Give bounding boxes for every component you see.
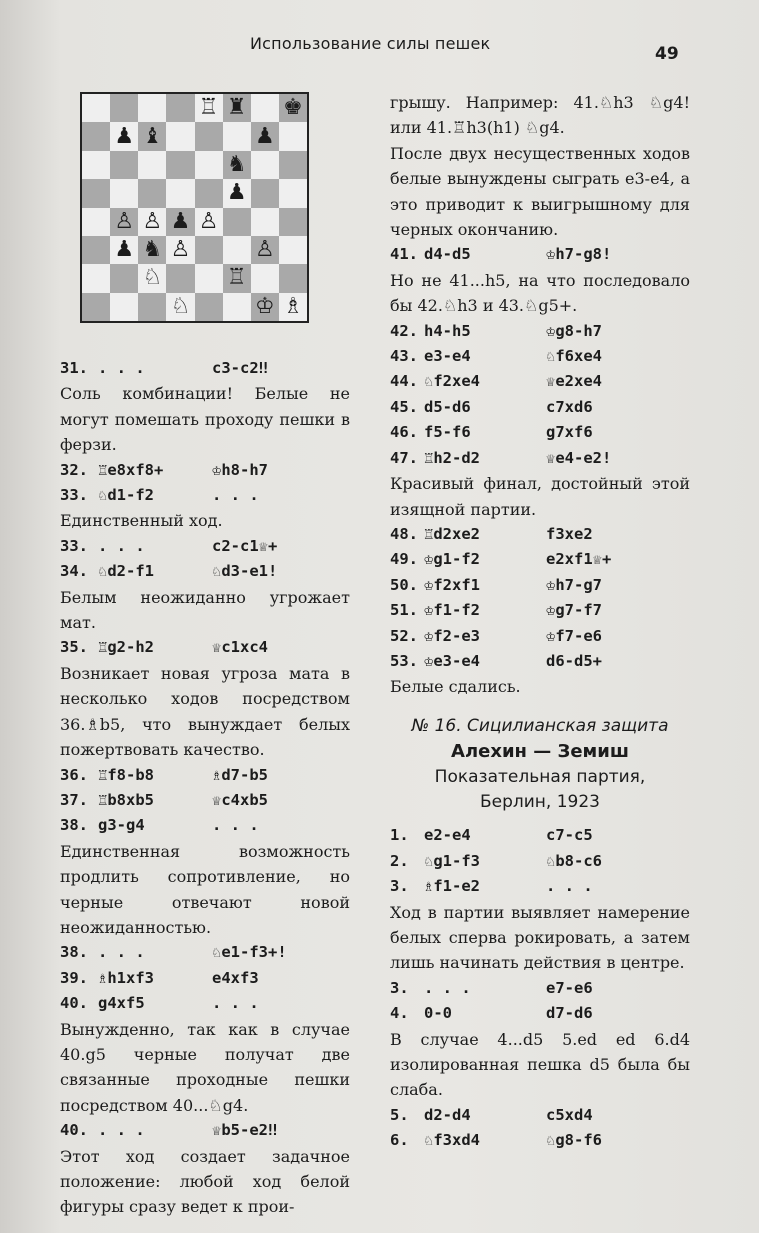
board-square: ♗: [279, 293, 307, 321]
paragraph: Этот ход создает задачное положение: любой ход белой фигуры сразу ведет к прои-: [60, 1146, 350, 1217]
move-line: [390, 319, 690, 344]
move-number: 39.: [60, 968, 88, 987]
move-line: [390, 849, 690, 874]
white-move: ♔f2xf1: [424, 575, 480, 594]
black-move: ♘g8-f6: [546, 1131, 602, 1150]
game-info: Берлин, 1923: [479, 791, 600, 812]
running-head: Использование силы пешек: [250, 34, 491, 53]
move-number: 47.: [390, 448, 418, 467]
board-square: ♞: [223, 151, 251, 179]
black-move: ♕c4xb5: [212, 790, 268, 809]
board-square: [195, 293, 223, 321]
move-number: 46.: [390, 423, 418, 442]
white-move: g3-g4: [98, 816, 145, 835]
paragraph: Красивый финал, достойный этой изящной партии.: [390, 474, 690, 519]
board-square: [223, 236, 251, 264]
black-move: . . .: [212, 486, 259, 505]
black-move: e7-e6: [546, 978, 593, 997]
move-line: [60, 813, 350, 838]
move-line: [60, 635, 350, 660]
white-move: ♖d2xe2: [424, 524, 480, 543]
paragraph: Но не 41...h5, на что последовало бы 42.♘h3 и 43.♘g5+.: [390, 270, 690, 316]
move-line: [390, 395, 690, 420]
board-square: [110, 151, 138, 179]
board-square: [82, 151, 110, 179]
white-move: f5-f6: [424, 423, 471, 442]
move-line: [390, 369, 690, 394]
move-line: [60, 940, 350, 965]
paragraph: грышу. Например: 41.♘h3 ♘g4! или 41.♖h3(h1) ♘g4.: [390, 93, 690, 138]
move-line: [60, 788, 350, 813]
move-number: 4.: [390, 1004, 409, 1023]
move-line: [60, 966, 350, 991]
board-square: [251, 208, 279, 236]
black-move: c3-c2‼: [212, 359, 268, 377]
white-move: ♖f8-b8: [98, 765, 154, 784]
board-square: [195, 151, 223, 179]
black-move: d7-d6: [546, 1004, 593, 1023]
move-line: [390, 547, 690, 572]
move-line: [390, 344, 690, 369]
move-number: 40.: [60, 994, 88, 1013]
white-move: ♖e8xf8+: [98, 460, 164, 479]
move-line: [390, 823, 690, 848]
move-number: 48.: [390, 524, 418, 543]
move-line: [60, 458, 350, 483]
black-move: ♘d3-e1!: [212, 562, 278, 581]
white-move: ♗f1-e2: [424, 877, 480, 896]
move-line: [390, 976, 690, 1001]
board-square: ♙: [138, 208, 166, 236]
white-move: . . .: [98, 359, 145, 377]
board-square: ♟: [251, 122, 279, 150]
black-move: d6-d5+: [546, 651, 602, 670]
white-move: ♔f1-f2: [424, 601, 480, 620]
white-move: e3-e4: [424, 347, 471, 366]
move-number: 33.: [60, 536, 88, 555]
move-number: 45.: [390, 397, 418, 416]
black-move: ♔f7-e6: [546, 626, 602, 645]
move-line: [390, 649, 690, 674]
board-square: ♘: [138, 264, 166, 292]
board-square: [166, 94, 194, 122]
move-number: 35.: [60, 638, 88, 657]
paragraph: После двух несущественных ходов белые вынуждены сыграть e3-e4, а это приводит к выигрышному для черных окончанию.: [390, 143, 690, 240]
white-move: d2-d4: [424, 1105, 471, 1124]
move-number: 33.: [60, 486, 88, 505]
black-move: ♔g7-f7: [546, 601, 602, 620]
black-move: ♔h7-g7: [546, 575, 602, 594]
white-move: . . .: [424, 978, 471, 997]
white-move: d4-d5: [424, 245, 471, 264]
board-square: ♔: [251, 293, 279, 321]
white-move: ♔e3-e4: [424, 651, 480, 670]
black-move: ♔g8-h7: [546, 321, 602, 340]
move-line: [60, 559, 350, 584]
black-move: ♕e2xe4: [546, 372, 602, 391]
move-number: 51.: [390, 601, 418, 620]
move-number: 1.: [390, 826, 409, 845]
board-square: [195, 236, 223, 264]
board-square: [223, 208, 251, 236]
move-number: 40.: [60, 1121, 88, 1140]
move-number: 32.: [60, 460, 88, 479]
board-square: [195, 264, 223, 292]
white-move: e2-e4: [424, 826, 471, 845]
black-move: ♘b8-c6: [546, 851, 602, 870]
move-line: [390, 420, 690, 445]
white-move: ♘f2xe4: [424, 372, 480, 391]
board-square: [279, 264, 307, 292]
white-move: ♖h2-d2: [424, 448, 480, 467]
move-number: 41.: [390, 245, 418, 264]
white-move: . . .: [98, 1121, 145, 1140]
right-column: [390, 90, 690, 1154]
move-line: [60, 1118, 350, 1143]
white-move: ♘f3xd4: [424, 1131, 480, 1150]
white-move: ♔f2-e3: [424, 626, 480, 645]
paragraph: Ход в партии выявляет намерение белых сперва рокировать, а затем лишь начинать действия в центре.: [390, 902, 690, 973]
white-move: ♘d2-f1: [98, 562, 154, 581]
board-square: [110, 94, 138, 122]
board-square: [251, 94, 279, 122]
white-move: d5-d6: [424, 397, 471, 416]
board-square: [251, 264, 279, 292]
board-square: [82, 236, 110, 264]
move-number: 53.: [390, 651, 418, 670]
move-number: 3.: [390, 978, 409, 997]
board-square: ♙: [251, 236, 279, 264]
board-square: [138, 179, 166, 207]
move-number: 31.: [60, 359, 88, 377]
black-move: ♘e1-f3+!: [212, 943, 287, 962]
move-number: 44.: [390, 372, 418, 391]
board-square: [82, 264, 110, 292]
board-square: [195, 179, 223, 207]
board-square: [251, 151, 279, 179]
game-heading: [390, 714, 690, 816]
board-square: [223, 293, 251, 321]
board-square: ♘: [166, 293, 194, 321]
board-square: [110, 179, 138, 207]
board-square: ♟: [110, 122, 138, 150]
white-move: ♘g1-f3: [424, 851, 480, 870]
move-number: 3.: [390, 877, 409, 896]
move-line: [390, 624, 690, 649]
board-square: [82, 94, 110, 122]
white-move: . . .: [98, 536, 145, 555]
move-number: 52.: [390, 626, 418, 645]
move-line: [60, 534, 350, 559]
board-square: ♙: [110, 208, 138, 236]
black-move: f3xe2: [546, 524, 593, 543]
board-square: [279, 179, 307, 207]
paragraph: Возникает новая угроза мата в несколько ходов посредством 36.♗b5, что вынуждает белых пожертвовать качество.: [60, 663, 350, 760]
board-square: [110, 264, 138, 292]
move-line: [390, 1001, 690, 1026]
board-square: [166, 179, 194, 207]
move-number: 36.: [60, 765, 88, 784]
board-square: [279, 122, 307, 150]
black-move: ♘f6xe4: [546, 347, 602, 366]
board-square: ♜: [223, 94, 251, 122]
black-move: ♕c1xc4: [212, 638, 268, 657]
board-square: [138, 94, 166, 122]
move-line: [390, 598, 690, 623]
move-number: 43.: [390, 347, 418, 366]
move-number: 37.: [60, 790, 88, 809]
move-line: [60, 991, 350, 1016]
white-move: g4xf5: [98, 994, 145, 1013]
black-move: . . .: [546, 877, 593, 896]
move-line: [390, 874, 690, 899]
black-move: c7-c5: [546, 826, 593, 845]
black-move: . . .: [212, 816, 259, 835]
black-move: c2-c1♕+: [212, 536, 278, 555]
black-move: . . .: [212, 994, 259, 1013]
chess-diagram: [80, 92, 309, 323]
white-move: ♘d1-f2: [98, 486, 154, 505]
black-move: c7xd6: [546, 397, 593, 416]
black-move: ♕b5-e2‼: [212, 1121, 278, 1140]
board-square: ♙: [166, 236, 194, 264]
move-number: 34.: [60, 562, 88, 581]
white-move: ♖b8xb5: [98, 790, 154, 809]
move-line: [390, 522, 690, 547]
board-square: ♟: [166, 208, 194, 236]
move-line: [60, 356, 350, 381]
page-number: 49: [655, 44, 679, 64]
board-square: [82, 293, 110, 321]
paragraph: Вынужденно, так как в случае 40.g5 черные получат две связанные проходные пешки посредством 40...♘g4.: [60, 1019, 350, 1115]
move-line: [60, 763, 350, 788]
move-line: [390, 446, 690, 471]
paragraph: Белые сдались.: [390, 677, 521, 697]
board-square: [82, 122, 110, 150]
move-number: 5.: [390, 1105, 409, 1124]
board-square: [279, 208, 307, 236]
black-move: e2xf1♕+: [546, 550, 612, 569]
board-square: [82, 179, 110, 207]
move-number: 38.: [60, 816, 88, 835]
white-move: ♔g1-f2: [424, 550, 480, 569]
board-square: ♖: [223, 264, 251, 292]
board-square: [138, 293, 166, 321]
board-square: [251, 179, 279, 207]
paragraph: Единственный ход.: [60, 511, 223, 531]
move-number: 6.: [390, 1131, 409, 1150]
move-number: 42.: [390, 321, 418, 340]
board-square: [166, 151, 194, 179]
move-number: 2.: [390, 851, 409, 870]
board-square: ♚: [279, 94, 307, 122]
board-square: [279, 236, 307, 264]
board-square: ♟: [223, 179, 251, 207]
paragraph: В случае 4...d5 5.ed ed 6.d4 изолированная пешка d5 была бы слаба.: [390, 1029, 690, 1100]
board-square: ♝: [138, 122, 166, 150]
board-square: [223, 122, 251, 150]
board-square: ♞: [138, 236, 166, 264]
black-move: ♗d7-b5: [212, 765, 268, 784]
move-number: 50.: [390, 575, 418, 594]
white-move: ♗h1xf3: [98, 968, 154, 987]
board-square: ♟: [110, 236, 138, 264]
white-move: 0-0: [424, 1004, 452, 1023]
game-title: № 16. Сицилианская защита: [411, 715, 669, 736]
board-square: ♖: [195, 94, 223, 122]
move-line: [60, 483, 350, 508]
black-move: c5xd4: [546, 1105, 593, 1124]
white-move: ♖g2-h2: [98, 638, 154, 657]
game-info: Показательная партия,: [434, 766, 646, 787]
paragraph: Соль комбинации! Белые не могут помешать проходу пешки в ферзи.: [60, 384, 350, 455]
black-move: g7xf6: [546, 423, 593, 442]
white-move: h4-h5: [424, 321, 471, 340]
board-square: [166, 264, 194, 292]
black-move: ♔h7-g8!: [546, 245, 612, 264]
move-line: [390, 1103, 690, 1128]
board-square: [82, 208, 110, 236]
board-square: [110, 293, 138, 321]
board-square: ♙: [195, 208, 223, 236]
black-move: ♕e4-e2!: [546, 448, 612, 467]
board-square: [195, 122, 223, 150]
paragraph: Единственная возможность продлить сопротивление, но черные отвечают новой неожиданностью.: [60, 841, 350, 937]
game-players: Алехин — Земиш: [451, 741, 629, 763]
board-square: [166, 122, 194, 150]
white-move: . . .: [98, 943, 145, 962]
board-square: [279, 151, 307, 179]
move-number: 49.: [390, 550, 418, 569]
board-square: [138, 151, 166, 179]
black-move: e4xf3: [212, 968, 259, 987]
move-line: [390, 1128, 690, 1153]
move-line: [390, 573, 690, 598]
paragraph: Белым неожиданно угрожает мат.: [60, 587, 350, 633]
left-column: [60, 356, 350, 1220]
move-number: 38.: [60, 943, 88, 962]
black-move: ♔h8-h7: [212, 460, 268, 479]
move-line: [390, 242, 690, 267]
